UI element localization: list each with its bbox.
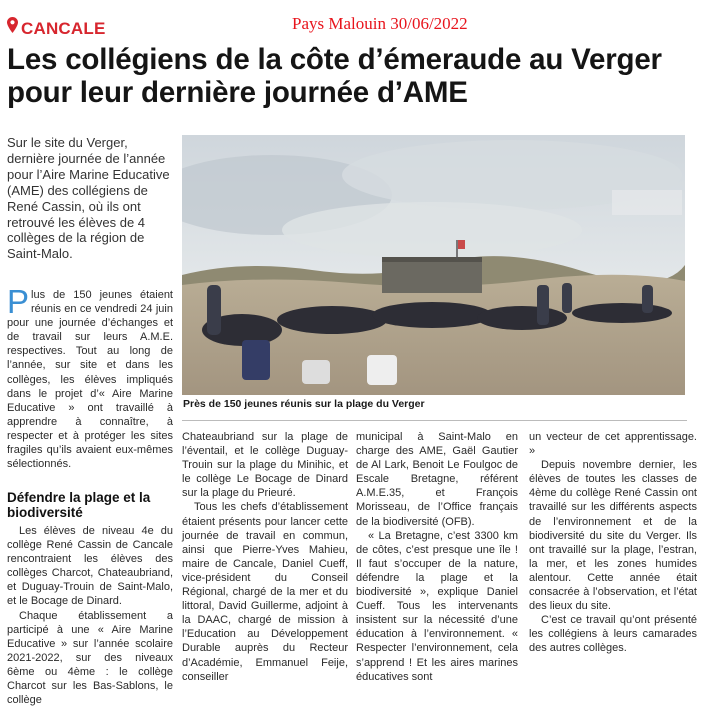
body-paragraph: Chaque établissement a participé à une « Aire Marine Educative » sur l’année scolaire 2021-2022, sur des niveaux 6ème ou 4ème : le collège Charcot sur les Bas-Sablons, le collège [7,609,173,707]
location-pin-icon [7,17,18,33]
article-column-2 [182,430,348,684]
article-column-1 [7,283,173,471]
body-paragraph: Depuis novembre dernier, les élèves de toutes les classes de 4ème du collège René Cassin ont travaillé sur les différents aspects de l’environnement et de la biodiversité du site du Verger. Ils ont travaillé sur la plage, l’estran, la mer, et les zones humides alentour. Cette année était consacrée à l’observation, et l’état des lieux du site. [529,459,697,613]
lead-paragraph: Sur le site du Verger, dernière journée de l’année pour l’Aire Marine Educative (AME) des collégiens de René Cassin, où ils ont retrouvé les élèves de 4 collèges de la région de Saint-Malo. [7,135,170,262]
body-paragraph: Les élèves de niveau 4e du collège René Cassin de Cancale rencontraient les élèves des collèges Charcot, Chateaubriand, et Duguay-Trouin de Saint-Malo, et le Bocage de Dinard. [7,525,173,608]
headline: Les collégiens de la côte d’émeraude au Verger pour leur dernière journée d’AME [7,43,662,109]
divider [182,420,687,421]
body-paragraph: un vecteur de cet apprentissage. » [529,431,697,458]
article-column-3 [356,430,518,684]
body-paragraph: Chateaubriand sur la plage de l’éventail, et le collège Duguay-Trouin sur la plage du Minihic, et le collège Le Bocage de Dinard sur la plage du Prieuré. [182,431,348,500]
subheading: Défendre la plage et la biodiversité [7,490,151,520]
source-date: Pays Malouin 30/06/2022 [292,14,468,33]
body-paragraph: municipal à Saint-Malo en charge des AME, Gaël Gautier de Al Lark, Benoit Le Foulgoc de Escale Bretagne, référent A.M.E.35, et François Morisseau, de l’Office français de la biodiversité (OFB). [356,431,518,528]
beach-photo [182,135,685,395]
body-paragraph: Tous les chefs d’établissement étaient présents pour lancer cette journée de travail en commun, ainsi que Pierre-Yves Mahieu, maire de Cancale, Daniel Cueff, vice-président du Conseil Régional, chargé de la mer et du littoral, David Guillerme, adjoint à la DAAC, chargé de mission à l’Education au Développement Durable auprès du Recteur d’Académie, Emmanuel Feije, conseiller [182,501,348,683]
body-paragraph: C’est ce travail qu’ont présenté les collégiens à leurs camarades des autres collèges. [529,614,697,655]
article-column-1b [7,524,173,707]
quote-paragraph: « La Bretagne, c’est 3300 km de côtes, c’est presque une île ! Il faut s’occuper de la nature, défendre la plage et la biodiversité », explique Daniel Cueff. Tous les intervenants insistent sur la nécessité d’une éducation à l’environnement. « Respecter l’environnement, cela s’apprend ! Et les aires marines éducatives sont [356,529,518,683]
intro-paragraph: Plus de 150 jeunes étaient réunis en ce vendredi 24 juin pour une journée d’échanges et de travail sur leurs A.M.E. respectives. Tout au long de l’année, sur site et dans les collèges, les élèves impliqués dans le projet d’« Aire Marine Educative » ont travaillé à apprendre à connaître, à respecter et à protéger les sites fragiles qu’ils avaient eux-mêmes sélectionnés. [7,283,173,471]
photo-caption: Près de 150 jeunes réunis sur la plage du Verger [183,398,425,410]
article-column-4 [529,430,697,656]
section-label: CANCALE [21,19,106,38]
